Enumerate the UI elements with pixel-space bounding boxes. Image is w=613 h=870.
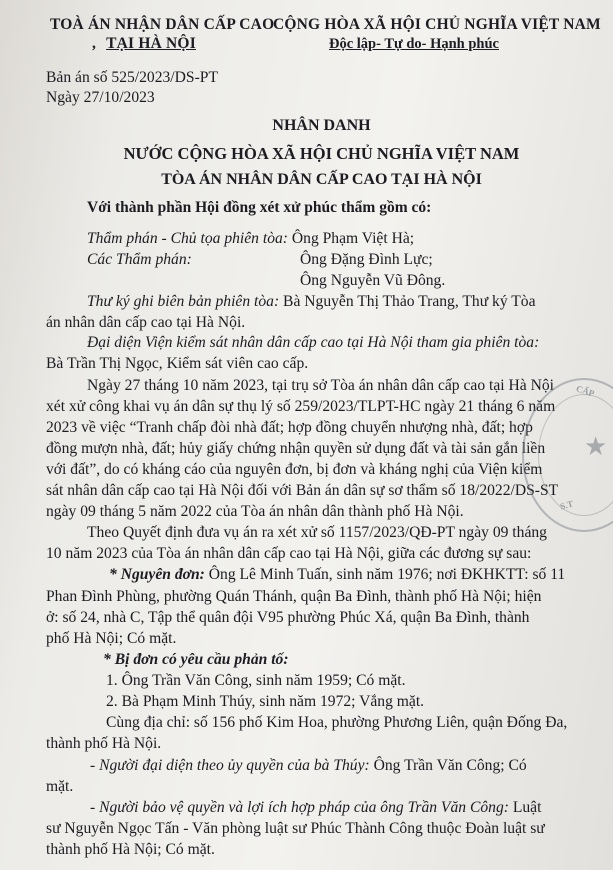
judge-name-1: Ông Đặng Đình Lực; [300, 251, 433, 268]
lawyer-line-3: thành phố Hà Nội; Có mặt. [46, 841, 215, 858]
representative-line: - Người đại diện theo ủy quyền của bà Thúy: Ông Trần Văn Công; Có [90, 757, 527, 774]
defendants-heading: * Bị đơn có yêu cầu phản tố: [103, 651, 289, 668]
hearing-para-l2: xét xử công khai vụ án dân sự thụ lý số 259/2023/TLPT-HC ngày 21 tháng 6 năm [46, 398, 556, 415]
motto: Độc lập- Tự do- Hạnh phúc [329, 36, 499, 52]
nation-name: CỘNG HÒA XÃ HỘI CHỦ NGHĨA VIỆT NAM [273, 16, 601, 33]
decision-para-l2: 10 năm 2023 của Tòa án nhân dân cấp cao tại Hà Nội, giữa các đương sự sau: [46, 545, 532, 562]
title-nation: NƯỚC CỘNG HÒA XÃ HỘI CHỦ NGHĨA VIỆT NAM [123, 144, 520, 163]
court-name-line2: , TẠI HÀ NỘI [92, 35, 196, 52]
lawyer-line-2: sư Nguyễn Ngọc Tấn - Văn phòng luật sư Phúc Thành Công thuộc Đoàn luật sư [46, 820, 545, 837]
plaintiff-line-2: Phan Đình Phùng, phường Quán Thánh, quận Ba Đình, thành phố Hà Nội; hiện [46, 588, 542, 605]
plaintiff-line-3: ở: số 24, nhà C, Tập thể quân đội V95 phường Phúc Xá, quận Ba Đình, thành [46, 609, 530, 626]
judgment-number: Bản án số 525/2023/DS-PT [46, 69, 218, 86]
clerk-line: Thư ký ghi biên bản phiên tòa: Bà Nguyễn Thị Thảo Trang, Thư ký Tòa [87, 293, 536, 310]
procuracy-line: Đại diện Viện kiểm sát nhân dân cấp cao tại Hà Nội tham gia phiên tòa: [87, 334, 540, 351]
hearing-para-l6: sát nhân dân cấp cao tại Hà Nội đối với Bản án dân sự sơ thẩm số 18/2022/DS-ST [46, 482, 559, 499]
judge-name-2: Ông Nguyễn Vũ Đông. [300, 272, 446, 289]
hearing-para-l7: ngày 09 tháng 5 năm 2022 của Tòa án nhân dân thành phố Hà Nội. [46, 503, 464, 520]
defendant-2: 2. Bà Phạm Minh Thúy, sinh năm 1972; Vắng mặt. [106, 693, 425, 710]
defendants-address: Cùng địa chỉ: số 156 phố Kim Hoa, phường Phương Liên, quận Đống Đa, [106, 714, 568, 731]
hearing-para-l5: với đất”, do có kháng cáo của nguyên đơn, bị đơn và kháng nghị của Viện kiểm [46, 461, 543, 478]
title-nhan-danh: NHÂN DANH [272, 117, 371, 134]
court-city: TẠI HÀ NỘI [106, 35, 196, 52]
defendant-1: 1. Ông Trần Văn Công, sinh năm 1959; Có mặt. [106, 672, 406, 689]
court-seal: CẤP S.T ★ [522, 378, 613, 532]
judges-label: Các Thẩm phán: [87, 251, 192, 268]
hearing-para-l4: đồng mượn nhà, đất; hủy giấy chứng nhận quyền sử dụng đất và tài sản gắn liền [46, 440, 546, 457]
court-name-line1: TOÀ ÁN NHẬN DÂN CẤP CAO [50, 16, 275, 33]
plaintiff-line-4: phố Hà Nội; Có mặt. [46, 630, 177, 647]
plaintiff-line: * Nguyên đơn: Ông Lê Minh Tuấn, sinh năm 1976; nơi ĐKHKTT: số 11 [109, 566, 566, 583]
decision-para-l1: Theo Quyết định đưa vụ án ra xét xử số 1157/2023/QĐ-PT ngày 09 tháng [87, 524, 547, 541]
presiding-judge-line: Thẩm phán - Chủ tọa phiên tòa: Ông Phạm Việt Hà; [87, 230, 415, 247]
clerk-line-cont: án nhân dân cấp cao tại Hà Nội. [46, 314, 246, 331]
representative-line-cont: mặt. [46, 778, 74, 795]
procuracy-line-cont: Bà Trần Thị Ngọc, Kiểm sát viên cao cấp. [46, 355, 309, 372]
title-court: TÒA ÁN NHÂN DÂN CẤP CAO TẠI HÀ NỘI [161, 171, 482, 188]
seal-star-icon: ★ [584, 432, 608, 461]
hearing-para-l3: 2023 về việc “Tranh chấp đòi nhà đất; hợp đồng chuyển nhượng nhà, đất; hợp [46, 419, 533, 436]
lawyer-line: - Người bảo vệ quyền và lợi ích hợp pháp của ông Trần Văn Công: Luật [90, 799, 542, 816]
judgment-date: Ngày 27/10/2023 [46, 89, 155, 106]
hearing-para-l1: Ngày 27 tháng 10 năm 2023, tại trụ sở Tòa án nhân dân cấp cao tại Hà Nội [87, 377, 554, 394]
panel-intro: Với thành phần Hội đồng xét xử phúc thẩm gồm có: [87, 199, 432, 216]
defendants-address-cont: thành phố Hà Nội. [46, 735, 162, 752]
